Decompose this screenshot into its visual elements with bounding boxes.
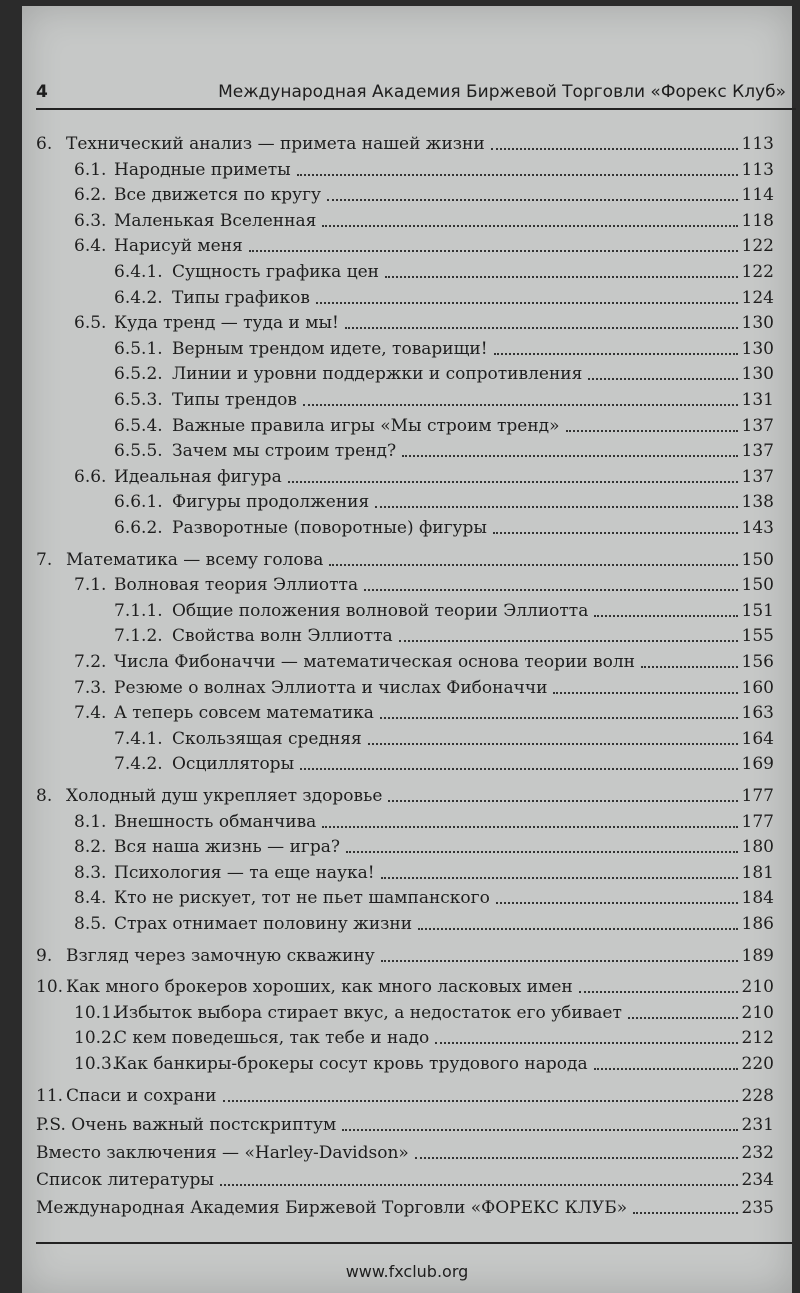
toc-entry: [74, 812, 774, 836]
toc-entry-page: 177: [741, 786, 774, 806]
toc-entry-page: 138: [741, 492, 774, 513]
toc-entry-number: 10.: [36, 977, 64, 998]
toc-entry: [74, 1054, 774, 1078]
toc-entry-title: Верным трендом идете, товарищи!: [172, 338, 488, 359]
toc-entry-title: Резюме о волнах Эллиотта и числах Фибоначчи: [114, 677, 548, 698]
dot-leader: [316, 288, 738, 304]
toc-entry-page: 137: [741, 415, 774, 436]
toc-entry: [74, 1003, 774, 1027]
dot-leader: [402, 441, 737, 457]
dot-leader: [491, 134, 738, 150]
dot-leader: [297, 160, 738, 176]
toc-entry-title: Зачем мы строим тренд?: [172, 441, 397, 462]
book-page: [22, 6, 792, 1293]
toc-entry-page: 181: [741, 862, 774, 883]
toc-entry-title: Вся наша жизнь — игра?: [114, 837, 340, 858]
toc-entry-page: 169: [741, 754, 774, 775]
toc-entry: [74, 313, 774, 337]
dot-leader: [435, 1028, 737, 1044]
toc-entry-page: 122: [741, 262, 774, 282]
dot-leader: [249, 236, 738, 252]
toc-entry: [74, 863, 774, 887]
toc-entry-number: 7.4.1.: [114, 728, 163, 749]
toc-entry: [114, 262, 774, 286]
toc-entry-number: 8.5.: [74, 914, 107, 934]
toc-entry-title: Волновая теория Эллиотта: [114, 575, 359, 596]
toc-entry: [114, 729, 774, 753]
toc-entry: [114, 601, 774, 625]
toc-entry-title: Международная Академия Биржевой Торговли «ФОРЕКС КЛУБ»: [36, 1198, 628, 1218]
toc-entry-number: 6.5.4.: [114, 415, 163, 436]
toc-entry-title: Фигуры продолжения: [172, 492, 370, 513]
toc-entry: [36, 977, 774, 1001]
toc-entry-title: Общие положения волновой теории Эллиотта: [172, 600, 589, 621]
toc-entry-title: Свойства волн Эллиотта: [172, 626, 393, 647]
toc-entry-number: 6.5.3.: [114, 390, 163, 410]
toc-entry-title: Спаси и сохрани: [66, 1085, 217, 1106]
toc-entry-page: 231: [741, 1115, 774, 1136]
dot-leader: [303, 390, 738, 406]
toc-entry-page: 151: [741, 600, 774, 621]
toc-entry: [74, 575, 774, 599]
dot-leader: [300, 754, 737, 770]
toc-entry-page: 235: [741, 1198, 774, 1218]
toc-entry-number: 8.4.: [74, 888, 107, 909]
toc-entry-title: Типы трендов: [172, 390, 297, 410]
toc-entry: [74, 236, 774, 260]
dot-leader: [494, 339, 738, 355]
toc-entry-page: 130: [741, 338, 774, 359]
footer-url: www.fxclub.org: [345, 1262, 469, 1281]
dot-leader: [493, 518, 738, 534]
toc-entry-page: 160: [741, 677, 774, 698]
toc-entry-number: 7.1.1.: [114, 600, 163, 621]
toc-entry-number: 7.2.: [74, 652, 107, 672]
toc-entry-title: Народные приметы: [114, 159, 291, 180]
toc-entry: [74, 211, 774, 235]
toc-entry-title: Идеальная фигура: [114, 466, 282, 487]
toc-entry-title: Осцилляторы: [172, 754, 295, 775]
toc-entry: [36, 1170, 774, 1194]
toc-entry-page: 184: [741, 888, 774, 909]
toc-entry-title: Вместо заключения — «Harley-Davidson»: [36, 1142, 409, 1163]
toc-entry-number: 7.4.2.: [114, 754, 163, 775]
dot-leader: [628, 1003, 738, 1019]
toc-entry-page: 130: [741, 364, 774, 385]
toc-entry: [114, 518, 774, 542]
toc-entry-page: 220: [741, 1054, 774, 1074]
dot-leader: [496, 888, 738, 904]
toc-entry: [36, 1115, 774, 1139]
dot-leader: [415, 1143, 738, 1159]
toc-entry: [74, 678, 774, 702]
toc-entry-number: 10.1.: [74, 1002, 118, 1023]
toc-entry-page: 122: [741, 236, 774, 257]
toc-entry-title: Внешность обманчива: [114, 811, 317, 832]
toc-entry-number: 7.1.2.: [114, 626, 163, 647]
toc-entry-title: Маленькая Вселенная: [114, 210, 317, 231]
toc-entry-title: Страх отнимает половину жизни: [114, 914, 413, 934]
toc-entry-number: 6.6.2.: [114, 518, 163, 538]
toc-entry: [114, 364, 774, 388]
dot-leader: [566, 416, 738, 432]
dot-leader: [375, 492, 737, 508]
toc-entry: [36, 550, 774, 574]
toc-entry-number: 8.3.: [74, 862, 107, 883]
dot-leader: [399, 626, 738, 642]
footer-rule: [36, 1242, 792, 1244]
toc-entry-page: 180: [741, 837, 774, 858]
dot-leader: [364, 575, 737, 591]
toc-entry-title: Разворотные (поворотные) фигуры: [172, 518, 487, 538]
toc-entry: [114, 441, 774, 465]
toc-entry-title: Кто не рискует, тот не пьет шампанского: [114, 888, 490, 909]
dot-leader: [641, 652, 738, 668]
toc-entry-page: 189: [741, 945, 774, 966]
toc-entry-number: 7.: [36, 549, 53, 570]
toc-entry-number: 8.: [36, 786, 53, 806]
page-number: 4: [36, 82, 48, 102]
dot-leader: [381, 863, 738, 879]
toc-entry: [36, 1086, 774, 1110]
toc-entry-number: 6.: [36, 134, 53, 154]
toc-entry: [74, 837, 774, 861]
dot-leader: [223, 1086, 738, 1102]
toc-entry-page: 124: [741, 287, 774, 308]
toc-entry: [74, 467, 774, 491]
toc-entry: [36, 1143, 774, 1167]
toc-entry-title: Куда тренд — туда и мы!: [114, 313, 339, 334]
toc-entry-title: Типы графиков: [172, 287, 310, 308]
toc-entry-title: Нарисуй меня: [114, 236, 243, 257]
toc-entry-number: 6.4.1.: [114, 262, 163, 282]
running-header: [36, 82, 796, 110]
toc-entry-number: 6.5.2.: [114, 364, 163, 385]
toc-entry-page: 164: [741, 728, 774, 749]
toc-entry-title: Важные правила игры «Мы строим тренд»: [172, 415, 560, 436]
dot-leader: [288, 467, 738, 483]
toc-entry-title: Математика — всему голова: [66, 549, 324, 570]
toc-entry-number: 6.6.1.: [114, 492, 163, 513]
toc-entry-page: 210: [741, 1002, 774, 1023]
toc-entry: [36, 134, 774, 158]
running-title: Международная Академия Биржевой Торговли «Форекс Клуб»: [218, 82, 786, 102]
toc-entry-page: 186: [741, 914, 774, 934]
dot-leader: [380, 703, 738, 719]
toc-entry-page: 156: [741, 652, 774, 672]
toc-entry-page: 137: [741, 441, 774, 462]
toc-entry-page: 143: [741, 518, 774, 538]
toc-entry-number: 11.: [36, 1085, 64, 1106]
toc-entry-number: 8.1.: [74, 811, 107, 832]
dot-leader: [322, 812, 737, 828]
toc-entry-title: С кем поведешься, так тебе и надо: [114, 1028, 430, 1049]
dot-leader: [345, 313, 738, 329]
dot-leader: [368, 729, 738, 745]
toc-entry-number: 6.6.: [74, 466, 107, 487]
dot-leader: [633, 1198, 737, 1214]
toc-entry-title: Психология — та еще наука!: [114, 862, 375, 883]
toc-entry-page: 232: [741, 1142, 774, 1163]
toc-entry: [74, 185, 774, 209]
toc-entry: [36, 1198, 774, 1222]
toc-entry-number: 6.2.: [74, 185, 107, 206]
toc-entry-title: P.S. Очень важный постскриптум: [36, 1115, 337, 1136]
toc-entry-page: 150: [741, 549, 774, 570]
dot-leader: [594, 1054, 738, 1070]
toc-entry: [114, 390, 774, 414]
toc-entry-title: Избыток выбора стирает вкус, а недостаток его убивает: [114, 1002, 622, 1023]
toc-entry-title: Как много брокеров хороших, как много ласковых имен: [66, 977, 573, 998]
toc-entry-title: А теперь совсем математика: [114, 703, 374, 724]
dot-leader: [220, 1170, 738, 1186]
dot-leader: [322, 211, 737, 227]
toc-entry: [36, 786, 774, 810]
toc-entry-number: 10.2.: [74, 1028, 118, 1049]
dot-leader: [553, 678, 737, 694]
toc-entry-title: Список литературы: [36, 1170, 214, 1191]
toc-entry-number: 6.4.2.: [114, 287, 163, 308]
toc-entry-page: 210: [741, 977, 774, 998]
dot-leader: [327, 185, 738, 201]
dot-leader: [579, 977, 738, 993]
toc-entry-number: 7.4.: [74, 703, 107, 724]
toc-entry-number: 6.1.: [74, 159, 107, 180]
toc-entry: [36, 946, 774, 970]
toc-entry-page: 228: [741, 1085, 774, 1106]
toc-entry-number: 6.5.5.: [114, 441, 163, 462]
toc-entry-number: 7.1.: [74, 575, 107, 596]
toc-entry-page: 234: [741, 1170, 774, 1191]
dot-leader: [418, 914, 737, 930]
toc-entry-page: 163: [741, 703, 774, 724]
toc-entry-page: 131: [741, 390, 774, 410]
dot-leader: [588, 364, 737, 380]
toc-entry-page: 212: [741, 1028, 774, 1049]
toc-entry-title: Холодный душ укрепляет здоровье: [66, 786, 383, 806]
toc-entry: [74, 914, 774, 938]
toc-entry-number: 8.2.: [74, 837, 107, 858]
dot-leader: [381, 946, 738, 962]
toc-entry: [74, 160, 774, 184]
toc-entry-page: 177: [741, 811, 774, 832]
toc-entry: [114, 754, 774, 778]
dot-leader: [388, 786, 737, 802]
toc-entry: [114, 626, 774, 650]
dot-leader: [346, 837, 738, 853]
toc-entry-number: 7.3.: [74, 677, 107, 698]
toc-entry: [114, 339, 774, 363]
dot-leader: [342, 1115, 737, 1131]
toc-entry: [74, 703, 774, 727]
dot-leader: [594, 601, 737, 617]
toc-entry-page: 130: [741, 313, 774, 334]
dot-leader: [385, 262, 738, 278]
toc-entry-page: 118: [741, 210, 774, 231]
toc-entry-number: 10.3.: [74, 1054, 118, 1074]
toc-entry-number: 6.5.: [74, 313, 107, 334]
toc-entry-title: Линии и уровни поддержки и сопротивления: [172, 364, 583, 385]
toc-entry: [74, 652, 774, 676]
toc-entry-page: 113: [741, 159, 774, 180]
toc-entry-title: Взгляд через замочную скважину: [66, 945, 375, 966]
toc-entry-title: Скользящая средняя: [172, 728, 362, 749]
toc-entry-page: 114: [741, 185, 774, 206]
toc-entry: [114, 416, 774, 440]
toc-entry-page: 150: [741, 575, 774, 596]
toc-entry: [114, 288, 774, 312]
toc-entry-number: 6.4.: [74, 236, 107, 257]
dot-leader: [329, 550, 737, 566]
toc-entry-title: Как банкиры-брокеры сосут кровь трудового народа: [114, 1054, 588, 1074]
toc-entry-title: Числа Фибоначчи — математическая основа теории волн: [114, 652, 635, 672]
toc-entry-number: 9.: [36, 945, 53, 966]
toc-entry-number: 6.5.1.: [114, 338, 163, 359]
toc-entry-number: 6.3.: [74, 210, 107, 231]
toc-entry-page: 137: [741, 466, 774, 487]
toc-entry: [114, 492, 774, 516]
toc-entry-title: Сущность графика цен: [172, 262, 380, 282]
toc-entry-title: Технический анализ — примета нашей жизни: [66, 134, 485, 154]
toc-entry: [74, 888, 774, 912]
toc-entry-title: Все движется по кругу: [114, 185, 321, 206]
toc-entry-page: 113: [741, 134, 774, 154]
toc-entry: [74, 1028, 774, 1052]
toc-entry-page: 155: [741, 626, 774, 647]
